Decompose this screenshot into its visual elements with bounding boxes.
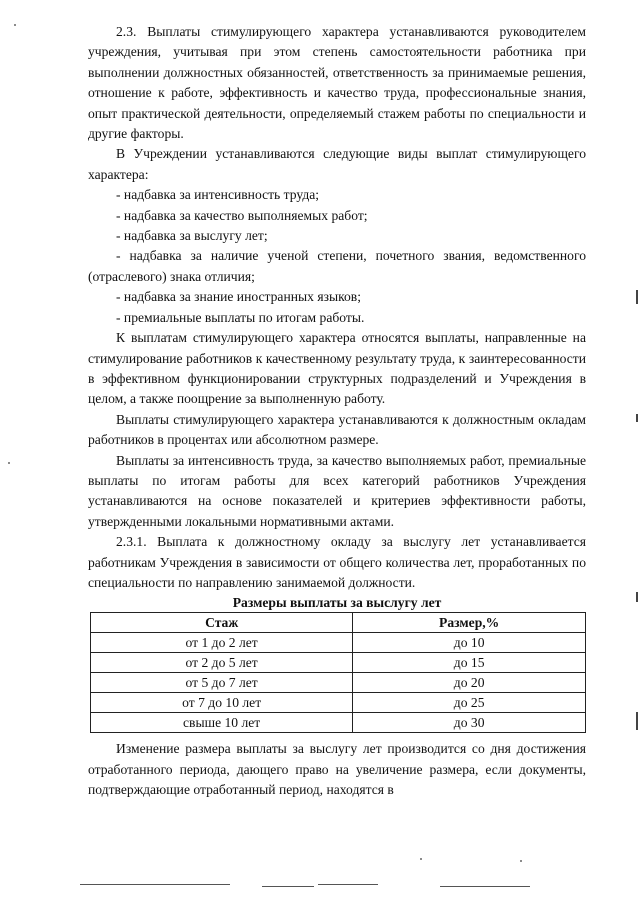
table-row: [91, 713, 586, 733]
paragraph-criteria: Выплаты за интенсивность труда, за качество выполняемых работ, премиальные выплаты по итогам работы для всех категорий работников Учреждения устанавливаются на основе показателей и критериев эффективности работы, утвержденными локальными нормативными актами.: [88, 452, 586, 529]
table-header-row: [91, 613, 586, 633]
seniority-table: [90, 612, 586, 733]
table-cell: до 20: [353, 673, 586, 693]
table-cell: свыше 10 лет: [91, 713, 353, 733]
table-cell: до 10: [353, 633, 586, 653]
list-item: - надбавка за интенсивность труда;: [116, 187, 320, 203]
scan-artifact-line: [80, 884, 230, 885]
table-row: [91, 653, 586, 673]
list-item: - надбавка за выслугу лет;: [116, 228, 268, 244]
table-cell: до 30: [353, 713, 586, 733]
scan-edge-mark: [636, 712, 638, 730]
scan-speck: [14, 24, 16, 26]
table-row: [91, 693, 586, 713]
scan-artifact-line: [318, 884, 378, 885]
paragraph-payment-forms: Выплаты стимулирующего характера устанавливаются к должностным окладам работников в процентах или абсолютном размере.: [88, 411, 586, 448]
scan-edge-mark: [636, 592, 638, 602]
document-body: [88, 22, 586, 801]
table-cell: до 15: [353, 653, 586, 673]
list-item: - надбавка за знание иностранных языков;: [116, 289, 362, 305]
table-title: Размеры выплаты за выслугу лет: [232, 595, 442, 611]
table-cell: от 1 до 2 лет: [91, 633, 353, 653]
table-cell: до 25: [353, 693, 586, 713]
list-item: - надбавка за качество выполняемых работ;: [116, 207, 368, 223]
paragraph-size-change: Изменение размера выплаты за выслугу лет производится со дня достижения отработанного периода, дающего право на увеличение размера, если документы, подтверждающие отработанный период, находятся в: [88, 741, 586, 798]
scan-speck: [8, 462, 10, 464]
scan-artifact-line: [440, 886, 530, 887]
paragraph-2-3-1: 2.3.1. Выплата к должностному окладу за выслугу лет устанавливается работникам Учреждения в зависимости от общего количества лет, проработанных по специальности по направлению занимаемой должности.: [88, 534, 586, 590]
paragraph-2-3: 2.3. Выплаты стимулирующего характера устанавливаются руководителем учреждения, учитывая при этом степень самостоятельности работника при выполнении должностных обязанностей, ответственность за принимаемые решения, отношение к работе, эффективность и качество труда, профессиональные знания, опыт практической деятельности, определяемый стажем работы по специальности и другие факторы.: [88, 24, 586, 142]
scan-speck: [420, 858, 422, 860]
table-row: [91, 673, 586, 693]
table-cell: от 2 до 5 лет: [91, 653, 353, 673]
scan-edge-mark: [636, 290, 638, 304]
table-cell: от 7 до 10 лет: [91, 693, 353, 713]
column-header-experience: Стаж: [91, 613, 353, 633]
paragraph-stimulating-payments: К выплатам стимулирующего характера относятся выплаты, направленные на стимулирование работников к качественному результату труда, к заинтересованности в эффективном функционировании структурных подразделений и Учреждения в целом, а также поощрение за выполненную работу.: [88, 330, 586, 407]
paragraph-types-intro: В Учреждении устанавливаются следующие виды выплат стимулирующего характера:: [88, 146, 586, 182]
list-item: - надбавка за наличие ученой степени, почетного звания, ведомственного (отраслевого) знака отличия;: [88, 248, 586, 284]
column-header-size: Размер,%: [353, 613, 586, 633]
table-row: [91, 633, 586, 653]
scan-edge-mark: [636, 414, 638, 422]
table-cell: от 5 до 7 лет: [91, 673, 353, 693]
list-item: - премиальные выплаты по итогам работы.: [116, 309, 365, 325]
scan-speck: [520, 860, 522, 862]
scan-artifact-line: [262, 886, 314, 887]
